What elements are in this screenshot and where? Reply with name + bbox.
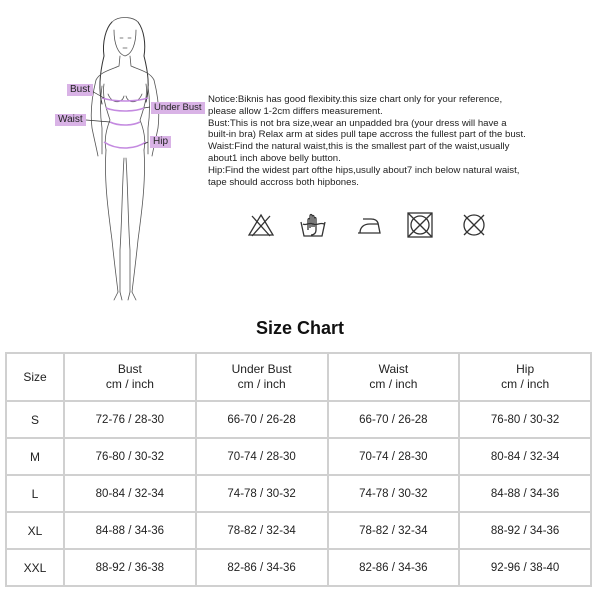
header-hip xyxy=(459,353,591,401)
waist-label: Waist xyxy=(55,114,86,126)
header-waist-unit: cm / inch xyxy=(369,377,418,391)
cell-hip: 76-80 / 30-32 xyxy=(459,401,591,438)
iron-icon xyxy=(354,210,384,240)
table-row xyxy=(6,401,591,438)
cell-bust: 80-84 / 32-34 xyxy=(64,475,196,512)
notice-line: Waist:Find the natural waist,this is the smallest part of the waist,usually xyxy=(208,141,510,153)
header-under-bust-unit: cm / inch xyxy=(237,377,286,391)
cell-bust: 88-92 / 36-38 xyxy=(64,549,196,586)
cell-under-bust: 66-70 / 26-28 xyxy=(196,401,328,438)
cell-under-bust: 82-86 / 34-36 xyxy=(196,549,328,586)
header-waist xyxy=(328,353,460,401)
table-row xyxy=(6,438,591,475)
hip-label: Hip xyxy=(150,136,171,148)
header-bust xyxy=(64,353,196,401)
header-waist-label: Waist xyxy=(378,362,409,376)
size-chart-title: Size Chart xyxy=(255,318,345,338)
body-figure xyxy=(40,0,210,310)
cell-under-bust: 74-78 / 30-32 xyxy=(196,475,328,512)
header-size-label: Size xyxy=(23,369,47,384)
cell-hip: 80-84 / 32-34 xyxy=(459,438,591,475)
header-size xyxy=(6,353,64,401)
notice-line: Notice:Biknis has good flexibity.this size chart only for your reference, xyxy=(208,94,503,105)
cell-hip: 88-92 / 34-36 xyxy=(459,512,591,549)
header-hip-label: Hip xyxy=(516,362,535,376)
cell-size: M xyxy=(6,438,64,475)
cell-bust: 84-88 / 34-36 xyxy=(64,512,196,549)
cell-bust: 72-76 / 28-30 xyxy=(64,401,196,438)
header-bust-unit: cm / inch xyxy=(105,377,154,391)
cell-under-bust: 70-74 / 28-30 xyxy=(196,438,328,475)
table-header-row xyxy=(6,353,591,401)
under-bust-label: Under Bust xyxy=(151,102,205,114)
cell-size: XXL xyxy=(6,549,64,586)
cell-waist: 82-86 / 34-36 xyxy=(328,549,460,586)
header-hip-unit: cm / inch xyxy=(501,377,550,391)
header-under-bust-label: Under Bust xyxy=(231,362,292,376)
cell-under-bust: 78-82 / 32-34 xyxy=(196,512,328,549)
no-dry-clean-icon xyxy=(459,210,489,240)
cell-waist: 70-74 / 28-30 xyxy=(328,438,460,475)
hand-wash-icon xyxy=(298,210,328,240)
table-row xyxy=(6,549,591,586)
cell-waist: 74-78 / 30-32 xyxy=(328,475,460,512)
size-chart-table xyxy=(5,352,592,587)
header-under-bust xyxy=(196,353,328,401)
female-figure-illustration xyxy=(40,0,210,310)
notice-line: built-in bra) Relax arm at sides pull tape accross the fullest part of the bust. xyxy=(208,129,526,141)
cell-size: S xyxy=(6,401,64,438)
cell-hip: 84-88 / 34-36 xyxy=(459,475,591,512)
cell-waist: 78-82 / 32-34 xyxy=(328,512,460,549)
notice-line: Bust:This is not bra size,wear an unpadded bra (your dress will have a xyxy=(208,117,507,129)
no-bleach-icon xyxy=(246,210,276,240)
bust-label: Bust xyxy=(67,84,93,96)
no-tumble-dry-icon xyxy=(405,210,435,240)
cell-bust: 76-80 / 30-32 xyxy=(64,438,196,475)
measurement-notice xyxy=(208,94,568,188)
notice-line: Hip:Find the widest part ofthe hips,usully about7 inch below natural waist, xyxy=(208,164,520,176)
notice-line: tape should accross both hipbones. xyxy=(208,176,359,188)
cell-size: L xyxy=(6,475,64,512)
notice-line: about1 inch above belly button. xyxy=(208,152,341,164)
notice-line: please allow 1-2cm differs measurement. xyxy=(208,105,383,117)
table-row xyxy=(6,475,591,512)
header-bust-label: Bust xyxy=(117,362,142,376)
table-row xyxy=(6,512,591,549)
cell-waist: 66-70 / 26-28 xyxy=(328,401,460,438)
cell-hip: 92-96 / 38-40 xyxy=(459,549,591,586)
cell-size: XL xyxy=(6,512,64,549)
